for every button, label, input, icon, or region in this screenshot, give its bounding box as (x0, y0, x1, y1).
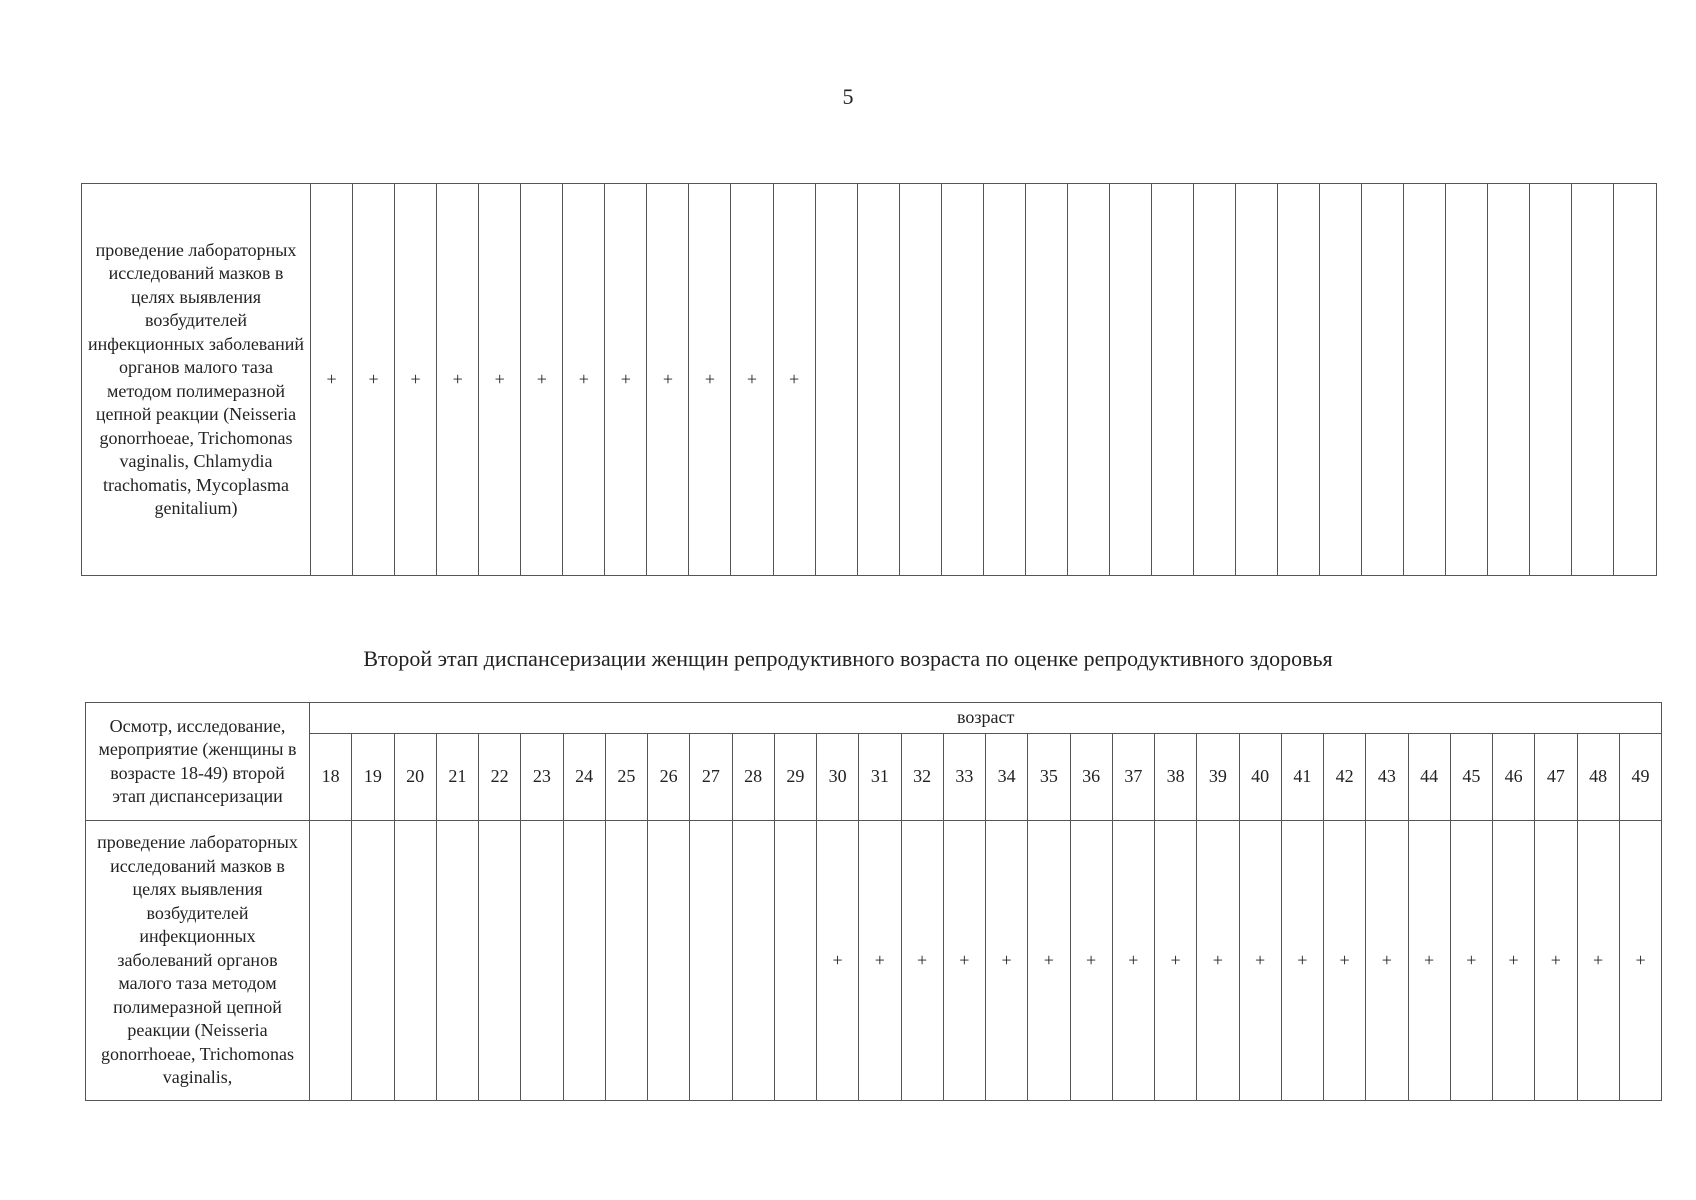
mark-cell-31 (1572, 184, 1614, 576)
mark-cell-10: + (689, 184, 731, 576)
mark-cell-9 (648, 821, 690, 1101)
age-row (86, 734, 1662, 821)
age-cell-23: 40 (1239, 734, 1281, 821)
age-cell-27: 44 (1408, 734, 1450, 821)
second-stage-table (85, 702, 1662, 1101)
mark-cell-12 (774, 821, 816, 1101)
mark-cell-7 (563, 821, 605, 1101)
age-cell-15: 32 (901, 734, 943, 821)
mark-cell-29: + (1493, 821, 1535, 1101)
mark-cell-14: + (859, 821, 901, 1101)
mark-cell-16: + (943, 821, 985, 1101)
header-row (86, 703, 1662, 734)
mark-cell-20: + (1112, 821, 1154, 1101)
age-cell-28: 45 (1450, 734, 1492, 821)
mark-cell-29 (1488, 184, 1530, 576)
mark-cell-30: + (1535, 821, 1577, 1101)
table-row (86, 821, 1662, 1101)
mark-cell-15: + (901, 821, 943, 1101)
age-cell-16: 33 (943, 734, 985, 821)
age-cell-20: 37 (1112, 734, 1154, 821)
age-cell-6: 23 (521, 734, 563, 821)
age-cell-26: 43 (1366, 734, 1408, 821)
mark-cell-17 (983, 184, 1025, 576)
age-cell-31: 48 (1577, 734, 1619, 821)
mark-cell-31: + (1577, 821, 1619, 1101)
age-cell-11: 28 (732, 734, 774, 821)
mark-cell-1: + (311, 184, 353, 576)
age-cell-29: 46 (1493, 734, 1535, 821)
mark-cell-4: + (437, 184, 479, 576)
age-cell-30: 47 (1535, 734, 1577, 821)
mark-cell-19: + (1070, 821, 1112, 1101)
section-title: Второй этап диспансеризации женщин репродуктивного возраста по оценке репродуктивного здоровья (363, 646, 1333, 671)
mark-cell-25 (1320, 184, 1362, 576)
mark-cell-4 (436, 821, 478, 1101)
age-cell-21: 38 (1155, 734, 1197, 821)
age-cell-22: 39 (1197, 734, 1239, 821)
mark-cell-27: + (1408, 821, 1450, 1101)
mark-cell-2: + (353, 184, 395, 576)
mark-cell-22 (1194, 184, 1236, 576)
mark-cell-5 (479, 821, 521, 1101)
mark-cell-25: + (1324, 821, 1366, 1101)
mark-cell-16 (941, 184, 983, 576)
age-cell-3: 20 (394, 734, 436, 821)
age-cell-8: 25 (605, 734, 647, 821)
mark-cell-2 (352, 821, 394, 1101)
table-row (82, 184, 1657, 576)
mark-cell-26 (1362, 184, 1404, 576)
mark-cell-1 (310, 821, 352, 1101)
mark-cell-3 (394, 821, 436, 1101)
age-cell-9: 26 (648, 734, 690, 821)
mark-cell-14 (857, 184, 899, 576)
mark-cell-7: + (563, 184, 605, 576)
mark-cell-8: + (605, 184, 647, 576)
mark-cell-24: + (1281, 821, 1323, 1101)
mark-cell-32 (1614, 184, 1657, 576)
mark-cell-13: + (817, 821, 859, 1101)
age-cell-2: 19 (352, 734, 394, 821)
mark-cell-26: + (1366, 821, 1408, 1101)
age-cell-17: 34 (986, 734, 1028, 821)
mark-cell-15 (899, 184, 941, 576)
mark-cell-10 (690, 821, 732, 1101)
mark-cell-6 (521, 821, 563, 1101)
mark-cell-27 (1404, 184, 1446, 576)
mark-cell-17: + (986, 821, 1028, 1101)
row-label: проведение лабораторных исследований мазков в целях выявления возбудителей инфекционных заболеваний органов малого таза методом полимеразной цепной реакции (Neisseria gonorrhoeae, Trichomonas vaginalis, (86, 821, 310, 1101)
mark-cell-28 (1446, 184, 1488, 576)
mark-cell-11: + (731, 184, 773, 576)
age-cell-7: 24 (563, 734, 605, 821)
mark-cell-6: + (521, 184, 563, 576)
mark-cell-23: + (1239, 821, 1281, 1101)
age-cell-25: 42 (1324, 734, 1366, 821)
age-cell-4: 21 (436, 734, 478, 821)
mark-cell-28: + (1450, 821, 1492, 1101)
mark-cell-3: + (395, 184, 437, 576)
mark-cell-11 (732, 821, 774, 1101)
age-cell-19: 36 (1070, 734, 1112, 821)
mark-cell-21: + (1155, 821, 1197, 1101)
mark-cell-23 (1236, 184, 1278, 576)
mark-cell-18 (1025, 184, 1067, 576)
mark-cell-24 (1278, 184, 1320, 576)
mark-cell-12: + (773, 184, 815, 576)
age-cell-14: 31 (859, 734, 901, 821)
age-header: возраст (310, 703, 1662, 734)
age-cell-12: 29 (774, 734, 816, 821)
mark-cell-13 (815, 184, 857, 576)
mark-cell-32: + (1619, 821, 1662, 1101)
age-cell-18: 35 (1028, 734, 1070, 821)
page-number: 5 (842, 84, 854, 109)
age-cell-1: 18 (310, 734, 352, 821)
mark-cell-9: + (647, 184, 689, 576)
mark-cell-21 (1151, 184, 1193, 576)
mark-cell-8 (605, 821, 647, 1101)
row-label: проведение лабораторных исследований мазков в целях выявления возбудителей инфекционных заболеваний органов малого таза методом полимеразной цепной реакции (Neisseria gonorrhoeae, Trichomonas vaginalis, Chlamydia trachomatis, Mycoplasma genitalium) (82, 184, 311, 576)
mark-cell-30 (1530, 184, 1572, 576)
age-cell-10: 27 (690, 734, 732, 821)
mark-cell-22: + (1197, 821, 1239, 1101)
mark-cell-19 (1067, 184, 1109, 576)
header-label: Осмотр, исследование, мероприятие (женщины в возрасте 18-49) второй этап диспансеризации (86, 703, 310, 821)
screening-table-continued (81, 183, 1657, 576)
age-cell-32: 49 (1619, 734, 1662, 821)
mark-cell-5: + (479, 184, 521, 576)
mark-cell-18: + (1028, 821, 1070, 1101)
age-cell-13: 30 (817, 734, 859, 821)
mark-cell-20 (1109, 184, 1151, 576)
age-cell-24: 41 (1281, 734, 1323, 821)
age-cell-5: 22 (479, 734, 521, 821)
